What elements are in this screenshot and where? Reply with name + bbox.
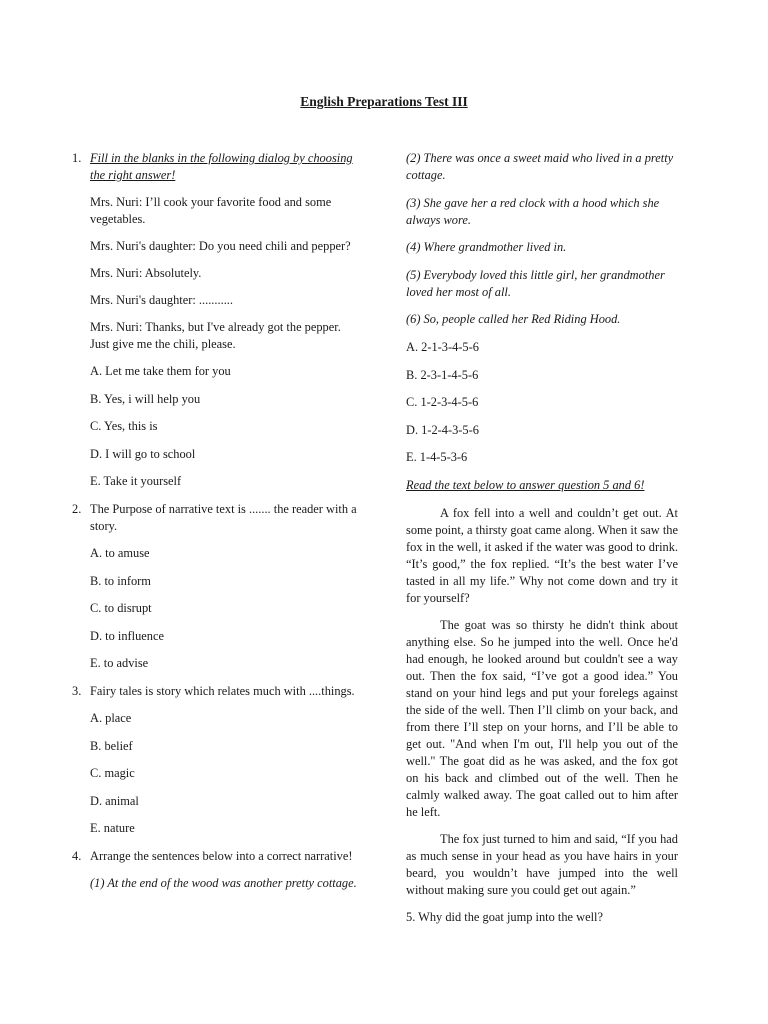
question-1-instruction: Fill in the blanks in the following dialog by choosing the right answer! [90,151,353,182]
story-paragraph: The fox just turned to him and said, “If you had as much sense in your head as you have hairs in your beard, you wouldn’t have jumped into the well without making sure you could get out again.” [406,831,678,897]
option: A. place [90,710,132,725]
question-2-text: The Purpose of narrative text is ....... the reader with a story. [90,501,357,533]
option: A. Let me take them for you [90,364,231,378]
option: B. belief [90,738,133,753]
question-number: 4. [72,848,82,863]
option: E. nature [90,821,135,836]
option: A. 2-1-3-4-5-6 [406,339,479,354]
narrative-sentence: (2) There was once a sweet maid who lived in a pretty cottage. [406,151,674,182]
option: B. Yes, i will help you [90,391,201,406]
narrative-sentence: (4) Where grandmother lived in. [406,240,567,255]
right-column [406,150,678,936]
question-3-text: Fairy tales is story which relates much with ....things. [90,683,355,698]
option: E. 1-4-5-3-6 [406,450,468,465]
option: C. to disrupt [90,601,152,616]
dialog-line: Mrs. Nuri's daughter: Do you need chili and pepper? [90,239,351,253]
question-4 [72,848,362,865]
narrative-sentence: (3) She gave her a red clock with a hood which she always wore. [406,195,660,227]
option: A. to amuse [90,545,150,560]
narrative-sentence: (6) So, people called her Red Riding Hood. [406,312,621,327]
story-paragraph: The goat was so thirsty he didn't think about anything else. So he jumped into the well. Once he'd had enough, he looked around but couldn't see a way out. Then the fox said, “I’ve got a good idea.” You stand on your hind legs and put your forelegs against the side of the well. Then I’ll climb on your back, and from there I’ll step on your horns, and I’ll be able to get out. "And when I'm out, I'll help you out of the well." The goat did as he was asked, and the fox got on his back and climbed out of the well. Then he calmly walked away. The goat called out to him after he left. [406,617,678,819]
question-number: 3. [72,683,82,698]
dialog-line: Mrs. Nuri's daughter: ........... [90,293,233,307]
option: C. magic [90,766,135,781]
left-column [72,150,362,902]
question-4-text: Arrange the sentences below into a correct narrative! [90,848,353,863]
option: E. Take it yourself [90,474,182,489]
question-3 [72,683,362,700]
dialog-line: Mrs. Nuri: Absolutely. [90,266,202,280]
question-2 [72,501,362,535]
option: C. Yes, this is [90,419,158,434]
option: E. to advise [90,656,149,671]
option: B. to inform [90,573,151,588]
question-number: 2. [72,501,82,516]
option: D. 1-2-4-3-5-6 [406,422,479,437]
option: D. to influence [90,628,164,643]
question-number: 1. [72,151,82,165]
question-5-text: 5. Why did the goat jump into the well? [406,909,603,924]
option: D. I will go to school [90,446,196,461]
option: C. 1-2-3-4-5-6 [406,395,479,410]
dialog-line: Mrs. Nuri: Thanks, but I've already got the pepper. Just give me the chili, please. [90,320,341,351]
story-paragraph: A fox fell into a well and couldn’t get out. At some point, a thirsty goat came along. When it saw the fox in the well, it asked if the water was good to drink. “It’s good,” the fox replied. “It’s the best water I’ve tasted in all my life.” Why not come down and try it for yourself? [406,505,678,605]
narrative-sentence: (5) Everybody loved this little girl, her grandmother loved her most of all. [406,267,665,299]
option: B. 2-3-1-4-5-6 [406,367,479,382]
question-1 [72,150,362,184]
narrative-sentence: (1) At the end of the wood was another pretty cottage. [90,875,357,890]
reading-instruction: Read the text below to answer question 5 and 6! [406,477,645,492]
dialog-line: Mrs. Nuri: I’ll cook your favorite food and some vegetables. [90,195,332,226]
page-title: English Preparations Test III [300,94,468,109]
option: D. animal [90,793,139,808]
